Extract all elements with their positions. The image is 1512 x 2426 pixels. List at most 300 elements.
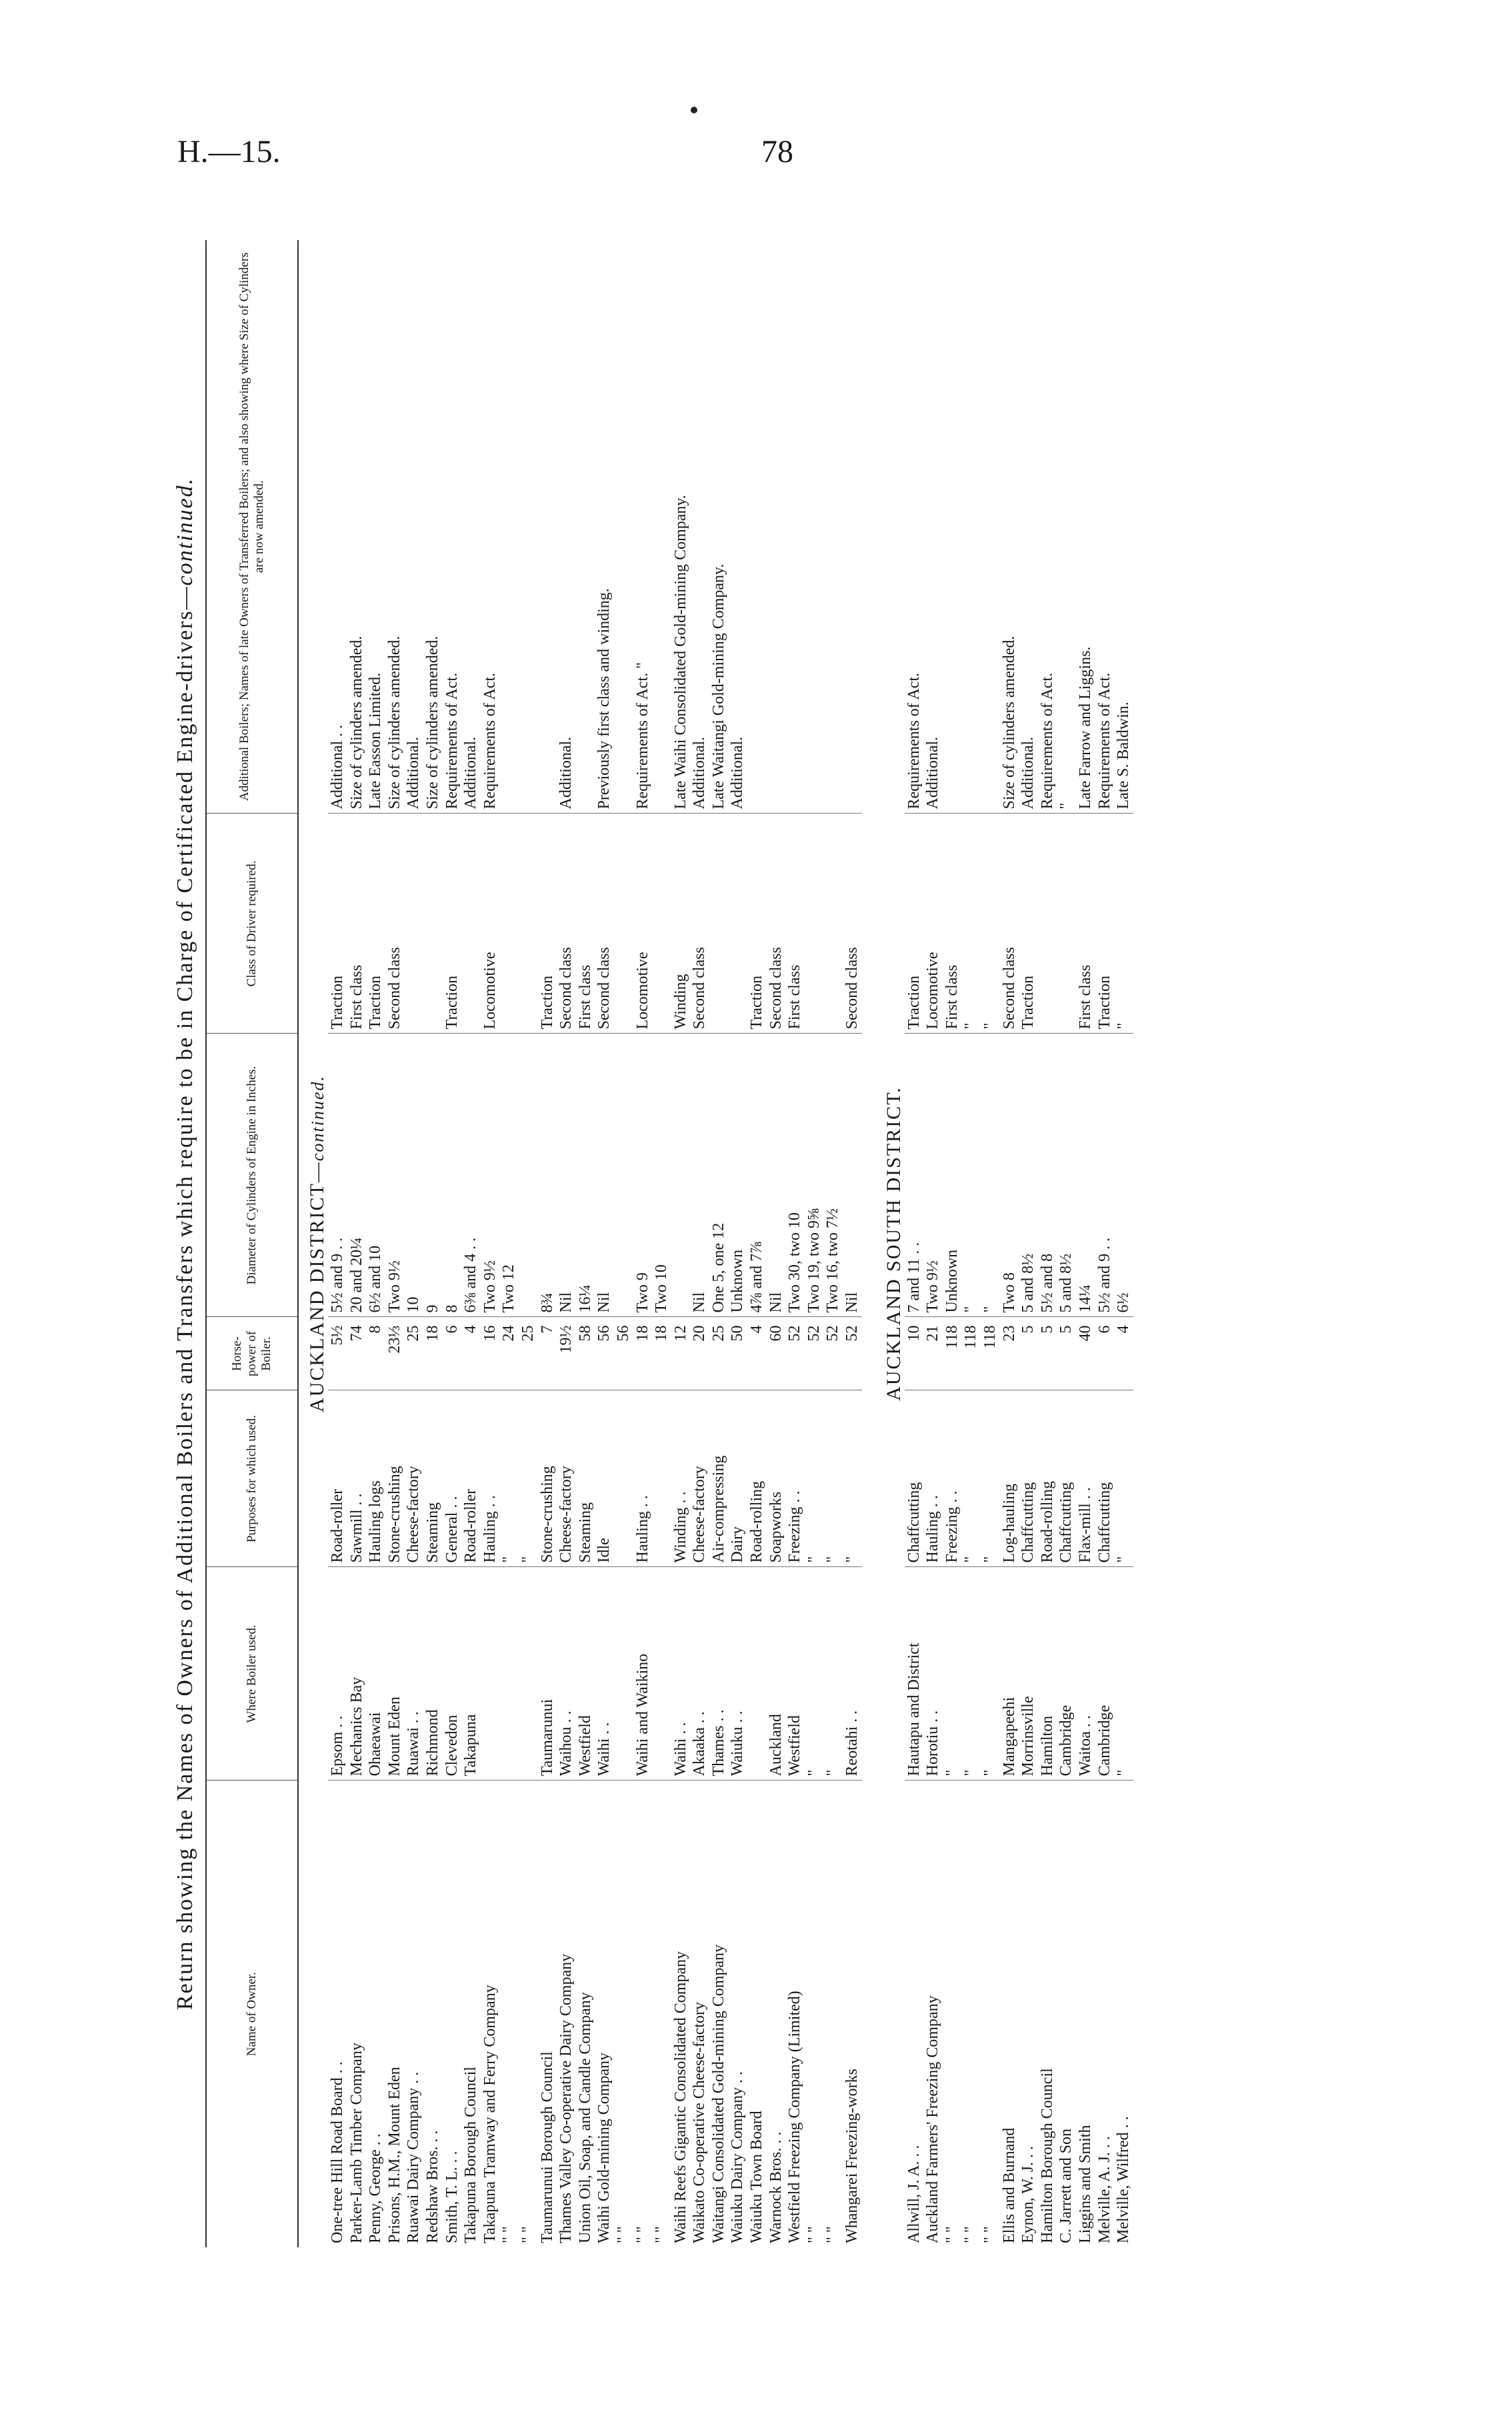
where-cell: Mangapeehi: [1000, 1567, 1019, 1780]
diameter-cell: 14¼: [1076, 1034, 1095, 1317]
horsepower-cell: 25: [519, 1317, 538, 1390]
where-cell: Akaaka . .: [690, 1567, 709, 1780]
purpose-cell: ": [823, 1390, 843, 1567]
table-row: [347, 240, 367, 2247]
horsepower-cell: 6: [443, 1317, 462, 1390]
remarks-cell: Requirements of Act. ": [633, 240, 653, 814]
purpose-cell: ": [981, 1390, 1000, 1567]
purpose-cell: Hauling logs: [366, 1390, 385, 1567]
where-cell: Hamilton: [1038, 1567, 1057, 1780]
diameter-cell: Nil: [767, 1034, 786, 1317]
horsepower-cell: 23⅓: [385, 1317, 405, 1390]
purpose-cell: Chaffcutting: [1019, 1390, 1038, 1567]
purpose-cell: Flax-mill . .: [1076, 1390, 1095, 1567]
district-continued: continued.: [308, 1075, 328, 1162]
owner-cell: " ": [633, 2226, 651, 2243]
purpose-cell: Dairy: [728, 1390, 747, 1567]
owner-cell: Parker-Lamb Timber Company: [347, 2043, 365, 2243]
purpose-cell: ": [499, 1390, 519, 1567]
remarks-cell: Additional.: [557, 240, 576, 814]
table-row: [1057, 240, 1076, 2247]
diameter-cell: 8: [443, 1034, 462, 1317]
owner-cell: Union Oil, Soap, and Candle Company: [576, 1992, 594, 2243]
table-row: [747, 240, 767, 2247]
owner-cell: Eynon, W. J. . .: [1019, 2145, 1037, 2243]
horsepower-cell: 118: [981, 1317, 1000, 1390]
table-row: [943, 240, 962, 2247]
diameter-cell: Nil: [690, 1034, 709, 1317]
diameter-cell: 7 and 11 . .: [905, 1034, 924, 1317]
where-cell: [499, 1567, 519, 1780]
page-mark: [691, 107, 697, 113]
class-cell: [461, 814, 481, 1034]
remarks-cell: [823, 240, 843, 814]
owner-cell: Auckland Farmers' Freezing Company: [924, 1995, 942, 2243]
diameter-cell: 20 and 20¼: [347, 1034, 367, 1317]
table-row: [843, 240, 862, 2247]
table-row: [652, 240, 671, 2247]
remarks-cell: Late Waihi Consolidated Gold-mining Company.: [671, 240, 691, 814]
class-cell: Second class: [690, 814, 709, 1034]
class-cell: Second class: [385, 814, 405, 1034]
horsepower-cell: 58: [576, 1317, 595, 1390]
horsepower-cell: 6: [1095, 1317, 1115, 1390]
section-gap: [862, 240, 875, 2247]
owner-cell: C. Jarrett and Son: [1057, 2129, 1075, 2243]
table-row: [481, 240, 500, 2247]
horsepower-cell: 7: [538, 1317, 557, 1390]
col-diameter: Diameter of Cylinders of Engine in Inches.: [206, 1034, 298, 1317]
remarks-cell: [499, 240, 519, 814]
col-class: Class of Driver required.: [206, 814, 298, 1034]
diameter-cell: 5 and 8½: [1019, 1034, 1038, 1317]
horsepower-cell: 25: [404, 1317, 423, 1390]
col-where: Where Boiler used.: [206, 1567, 298, 1780]
purpose-cell: Cheese-factory: [690, 1390, 709, 1567]
purpose-cell: Freezing . .: [943, 1390, 962, 1567]
class-cell: [728, 814, 747, 1034]
horsepower-cell: 118: [961, 1317, 981, 1390]
class-cell: Traction: [1095, 814, 1115, 1034]
table-row: [366, 240, 385, 2247]
diameter-cell: 6⅜ and 4 . .: [461, 1034, 481, 1317]
diameter-cell: 4⅞ and 7⅞: [747, 1034, 767, 1317]
class-cell: Traction: [366, 814, 385, 1034]
horsepower-cell: 12: [671, 1317, 691, 1390]
where-cell: Mechanics Bay: [347, 1567, 367, 1780]
diameter-cell: Unknown: [728, 1034, 747, 1317]
purpose-cell: ": [843, 1390, 862, 1567]
where-cell: Morrinsville: [1019, 1567, 1038, 1780]
owner-cell: Taumarunui Borough Council: [538, 2051, 556, 2243]
table-row: [1038, 240, 1057, 2247]
owner-cell: Waihi Gold-mining Company: [595, 2052, 613, 2243]
remarks-cell: Size of cylinders amended.: [347, 240, 367, 814]
class-cell: [1038, 814, 1057, 1034]
table-row: [595, 240, 614, 2247]
table-row: [1114, 240, 1133, 2247]
where-cell: ": [981, 1567, 1000, 1780]
diameter-cell: 5½ and 9 . .: [328, 1034, 347, 1317]
horsepower-cell: 52: [785, 1317, 805, 1390]
purpose-cell: [652, 1390, 671, 1567]
horsepower-cell: 5: [1057, 1317, 1076, 1390]
remarks-cell: Requirements of Act.: [905, 240, 924, 814]
owner-cell: Liggins and Smith: [1076, 2125, 1094, 2243]
class-cell: Traction: [443, 814, 462, 1034]
diameter-cell: Two 9: [633, 1034, 653, 1317]
remarks-cell: Requirements of Act.: [443, 240, 462, 814]
owner-cell: Redshaw Bros. . .: [423, 2130, 441, 2243]
table-row: [671, 240, 691, 2247]
purpose-cell: Soapworks: [767, 1390, 786, 1567]
owner-cell: Smith, T. L. . .: [443, 2151, 461, 2243]
owner-cell: " ": [614, 2226, 632, 2243]
table-row: [728, 240, 747, 2247]
horsepower-cell: 4: [747, 1317, 767, 1390]
horsepower-cell: 20: [690, 1317, 709, 1390]
diameter-cell: 16¼: [576, 1034, 595, 1317]
remarks-cell: ": [1057, 240, 1076, 814]
table-row: [690, 240, 709, 2247]
table-row: [981, 240, 1000, 2247]
purpose-cell: Hauling . .: [923, 1390, 943, 1567]
diameter-cell: 8¾: [538, 1034, 557, 1317]
where-cell: Waihi and Waikino: [633, 1567, 653, 1780]
class-cell: [709, 814, 729, 1034]
where-cell: Waiuku . .: [728, 1567, 747, 1780]
remarks-cell: Additional.: [923, 240, 943, 814]
diameter-cell: Two 9½: [385, 1034, 405, 1317]
table-row: [905, 240, 924, 2247]
purpose-cell: Chaffcutting: [1057, 1390, 1076, 1567]
class-cell: Locomotive: [481, 814, 500, 1034]
remarks-cell: Additional.: [461, 240, 481, 814]
class-cell: ": [961, 814, 981, 1034]
class-cell: Traction: [747, 814, 767, 1034]
purpose-cell: ": [1114, 1390, 1133, 1567]
purpose-cell: Cheese-factory: [557, 1390, 576, 1567]
where-cell: [747, 1567, 767, 1780]
horsepower-cell: 25: [709, 1317, 729, 1390]
diameter-cell: Two 16, two 7½: [823, 1034, 843, 1317]
remarks-cell: [805, 240, 824, 814]
owner-cell: Penny, George . .: [367, 2133, 385, 2243]
owner-cell: " ": [805, 2226, 823, 2243]
purpose-cell: General . .: [443, 1390, 462, 1567]
where-cell: Ohaeawai: [366, 1567, 385, 1780]
owner-cell: " ": [653, 2226, 671, 2243]
horsepower-cell: 5½: [328, 1317, 347, 1390]
table-row: [709, 240, 729, 2247]
class-cell: Second class: [595, 814, 614, 1034]
horsepower-cell: 5: [1038, 1317, 1057, 1390]
remarks-cell: Size of cylinders amended.: [385, 240, 405, 814]
remarks-cell: Late Waitangi Gold-mining Company.: [709, 240, 729, 814]
purpose-cell: Road-roller: [461, 1390, 481, 1567]
owner-cell: Melville, Wilfred . .: [1115, 2116, 1133, 2243]
table-row: [499, 240, 519, 2247]
class-cell: Traction: [538, 814, 557, 1034]
remarks-cell: Requirements of Act.: [481, 240, 500, 814]
table-row: [614, 240, 633, 2247]
owner-cell: Takapuna Tramway and Ferry Company: [481, 1985, 499, 2243]
where-cell: [614, 1567, 633, 1780]
remarks-cell: Additional.: [728, 240, 747, 814]
remarks-cell: Additional . .: [328, 240, 347, 814]
where-cell: [652, 1567, 671, 1780]
where-cell: Richmond: [423, 1567, 443, 1780]
table-row: [423, 240, 443, 2247]
header-row: [206, 240, 298, 2247]
horsepower-cell: 56: [595, 1317, 614, 1390]
owner-cell: Waitangi Consolidated Gold-mining Company: [709, 1944, 727, 2243]
where-cell: Thames . .: [709, 1567, 729, 1780]
class-cell: First class: [1076, 814, 1095, 1034]
table-body: [298, 240, 1133, 2247]
owner-cell: Whangarei Freezing-works: [843, 2069, 861, 2243]
where-cell: Waihou . .: [557, 1567, 576, 1780]
diameter-cell: Nil: [557, 1034, 576, 1317]
owner-cell: " ": [519, 2226, 537, 2243]
where-cell: ": [1114, 1567, 1133, 1780]
class-cell: First class: [576, 814, 595, 1034]
table-row: [1076, 240, 1095, 2247]
class-cell: [652, 814, 671, 1034]
table-row: [633, 240, 653, 2247]
diameter-cell: Two 9½: [923, 1034, 943, 1317]
class-cell: [519, 814, 538, 1034]
class-cell: Locomotive: [923, 814, 943, 1034]
rotated-table-page: [165, 240, 1333, 2247]
table-row: [961, 240, 981, 2247]
horsepower-cell: 50: [728, 1317, 747, 1390]
owner-cell: Waiuku Dairy Company . .: [729, 2071, 747, 2243]
owner-cell: " ": [824, 2226, 842, 2243]
table-row: [461, 240, 481, 2247]
owner-cell: Westfield Freezing Company (Limited): [786, 1991, 804, 2243]
class-cell: First class: [347, 814, 367, 1034]
where-cell: [481, 1567, 500, 1780]
owner-cell: " ": [981, 2226, 999, 2243]
purpose-cell: ": [519, 1390, 538, 1567]
class-cell: Second class: [1000, 814, 1019, 1034]
district-heading: [298, 240, 328, 2247]
where-cell: [519, 1567, 538, 1780]
remarks-cell: Requirements of Act.: [1038, 240, 1057, 814]
owner-cell: " ": [943, 2226, 961, 2243]
diameter-cell: 10: [404, 1034, 423, 1317]
remarks-cell: [519, 240, 538, 814]
diameter-cell: Two 19, two 9⅝: [805, 1034, 824, 1317]
diameter-cell: Two 10: [652, 1034, 671, 1317]
where-cell: Cambridge: [1057, 1567, 1076, 1780]
remarks-cell: Additional.: [404, 240, 423, 814]
where-cell: Taumarunui: [538, 1567, 557, 1780]
class-cell: Traction: [905, 814, 924, 1034]
horsepower-cell: 16: [481, 1317, 500, 1390]
diameter-cell: 6½: [1114, 1034, 1133, 1317]
return-table: [205, 240, 1133, 2247]
where-cell: Mount Eden: [385, 1567, 405, 1780]
table-row: [1000, 240, 1019, 2247]
where-cell: Clevedon: [443, 1567, 462, 1780]
purpose-cell: Road-roller: [328, 1390, 347, 1567]
remarks-cell: [843, 240, 862, 814]
diameter-cell: One 5, one 12: [709, 1034, 729, 1317]
horsepower-cell: 23: [1000, 1317, 1019, 1390]
owner-cell: " ": [962, 2226, 980, 2243]
table-title-continued: continued.: [173, 477, 197, 586]
horsepower-cell: 74: [347, 1317, 367, 1390]
col-owner: Name of Owner.: [206, 1780, 298, 2247]
class-cell: [1057, 814, 1076, 1034]
purpose-cell: Stone-crushing: [385, 1390, 405, 1567]
purpose-cell: Cheese-factory: [404, 1390, 423, 1567]
district-heading: [875, 240, 905, 2247]
table-row: [1095, 240, 1115, 2247]
horsepower-cell: 52: [823, 1317, 843, 1390]
class-cell: ": [981, 814, 1000, 1034]
horsepower-cell: 18: [423, 1317, 443, 1390]
document-reference: H.—15.: [177, 134, 281, 169]
class-cell: [823, 814, 843, 1034]
diameter-cell: Nil: [595, 1034, 614, 1317]
class-cell: First class: [785, 814, 805, 1034]
col-purpose: Purposes for which used.: [206, 1390, 298, 1567]
class-cell: [423, 814, 443, 1034]
table-row: [923, 240, 943, 2247]
class-cell: Second class: [843, 814, 862, 1034]
class-cell: Traction: [1019, 814, 1038, 1034]
remarks-cell: Additional.: [1019, 240, 1038, 814]
where-cell: Horotiu . .: [923, 1567, 943, 1780]
remarks-cell: Previously first class and winding.: [595, 240, 614, 814]
diameter-cell: ": [961, 1034, 981, 1317]
purpose-cell: Freezing . .: [785, 1390, 805, 1567]
owner-cell: Ruawai Dairy Company . .: [405, 2071, 423, 2243]
class-cell: Second class: [767, 814, 786, 1034]
class-cell: ": [1114, 814, 1133, 1034]
remarks-cell: Late Farrow and Liggins.: [1076, 240, 1095, 814]
class-cell: [404, 814, 423, 1034]
purpose-cell: Chaffcutting: [1095, 1390, 1115, 1567]
table-row: [785, 240, 805, 2247]
owner-cell: One-tree Hill Road Board . .: [329, 2061, 346, 2243]
where-cell: ": [805, 1567, 824, 1780]
table-row: [576, 240, 595, 2247]
horsepower-cell: 24: [499, 1317, 519, 1390]
horsepower-cell: 5: [1019, 1317, 1038, 1390]
where-cell: Westfield: [576, 1567, 595, 1780]
owner-cell: Melville, A. J. . .: [1095, 2136, 1113, 2243]
where-cell: Takapuna: [461, 1567, 481, 1780]
remarks-cell: [747, 240, 767, 814]
page-number: 78: [761, 134, 793, 169]
horsepower-cell: 52: [805, 1317, 824, 1390]
table-row: [1019, 240, 1038, 2247]
diameter-cell: Unknown: [943, 1034, 962, 1317]
diameter-cell: ": [981, 1034, 1000, 1317]
diameter-cell: [519, 1034, 538, 1317]
diameter-cell: 9: [423, 1034, 443, 1317]
remarks-cell: Additional.: [690, 240, 709, 814]
table-row: [519, 240, 538, 2247]
table-row: [404, 240, 423, 2247]
diameter-cell: [614, 1034, 633, 1317]
horsepower-cell: 18: [652, 1317, 671, 1390]
class-cell: Second class: [557, 814, 576, 1034]
class-cell: Traction: [328, 814, 347, 1034]
owner-cell: Allwill, J. A. . .: [905, 2145, 923, 2243]
owner-cell: Waiuku Town Board: [748, 2111, 766, 2243]
remarks-cell: [652, 240, 671, 814]
remarks-cell: [961, 240, 981, 814]
diameter-cell: Two 12: [499, 1034, 519, 1317]
owner-cell: Thames Valley Co-operative Dairy Company: [557, 1953, 575, 2243]
remarks-cell: Requirements of Act.: [1095, 240, 1115, 814]
horsepower-cell: 19½: [557, 1317, 576, 1390]
diameter-cell: Nil: [843, 1034, 862, 1317]
table-row: [385, 240, 405, 2247]
owner-cell: Waihi Reefs Gigantic Consolidated Company: [671, 1951, 689, 2243]
col-remarks: Additional Boilers; Names of late Owners of Transferred Boilers; and also showing where Size of Cylinders are now amended.: [206, 240, 298, 814]
horsepower-cell: 10: [905, 1317, 924, 1390]
where-cell: ": [823, 1567, 843, 1780]
diameter-cell: Two 9½: [481, 1034, 500, 1317]
purpose-cell: Stone-crushing: [538, 1390, 557, 1567]
purpose-cell: Air-compressing: [709, 1390, 729, 1567]
purpose-cell: Log-hauling: [1000, 1390, 1019, 1567]
where-cell: Epsom . .: [328, 1567, 347, 1780]
table-title-main: Return showing the Names of Owners of Additional Boilers and Transfers which require to be in Charge of Certificated Engine-drivers—: [173, 585, 197, 2011]
remarks-cell: [576, 240, 595, 814]
remarks-cell: Late S. Baldwin.: [1114, 240, 1133, 814]
table-row: [538, 240, 557, 2247]
remarks-cell: [943, 240, 962, 814]
class-cell: Winding: [671, 814, 691, 1034]
col-horsepower: Horse-power of Boiler.: [206, 1317, 298, 1390]
owner-cell: Waikato Co-operative Cheese-factory: [691, 2002, 709, 2243]
diameter-cell: Two 8: [1000, 1034, 1019, 1317]
table-row: [823, 240, 843, 2247]
owner-cell: Takapuna Borough Council: [462, 2067, 480, 2243]
where-cell: Ruawai . .: [404, 1567, 423, 1780]
horsepower-cell: 8: [366, 1317, 385, 1390]
table-title: [165, 240, 205, 2247]
class-cell: [614, 814, 633, 1034]
district-name: AUCKLAND DISTRICT—: [306, 1161, 328, 1412]
diameter-cell: [671, 1034, 691, 1317]
table-row: [328, 240, 347, 2247]
remarks-cell: Size of cylinders amended.: [423, 240, 443, 814]
owner-cell: Ellis and Burnand: [1000, 2127, 1018, 2243]
class-cell: Locomotive: [633, 814, 653, 1034]
purpose-cell: Idle: [595, 1390, 614, 1567]
purpose-cell: Winding . .: [671, 1390, 691, 1567]
owner-cell: Hamilton Borough Council: [1038, 2068, 1056, 2243]
diameter-cell: 5½ and 9 . .: [1095, 1034, 1115, 1317]
where-cell: Waihi . .: [671, 1567, 691, 1780]
remarks-cell: Size of cylinders amended.: [1000, 240, 1019, 814]
table-row: [767, 240, 786, 2247]
purpose-cell: Road-rolling: [1038, 1390, 1057, 1567]
purpose-cell: Hauling . .: [633, 1390, 653, 1567]
class-cell: [499, 814, 519, 1034]
owner-cell: " ": [500, 2226, 518, 2243]
purpose-cell: Road-rolling: [747, 1390, 767, 1567]
owner-cell: Warnock Bros. . .: [767, 2131, 785, 2243]
